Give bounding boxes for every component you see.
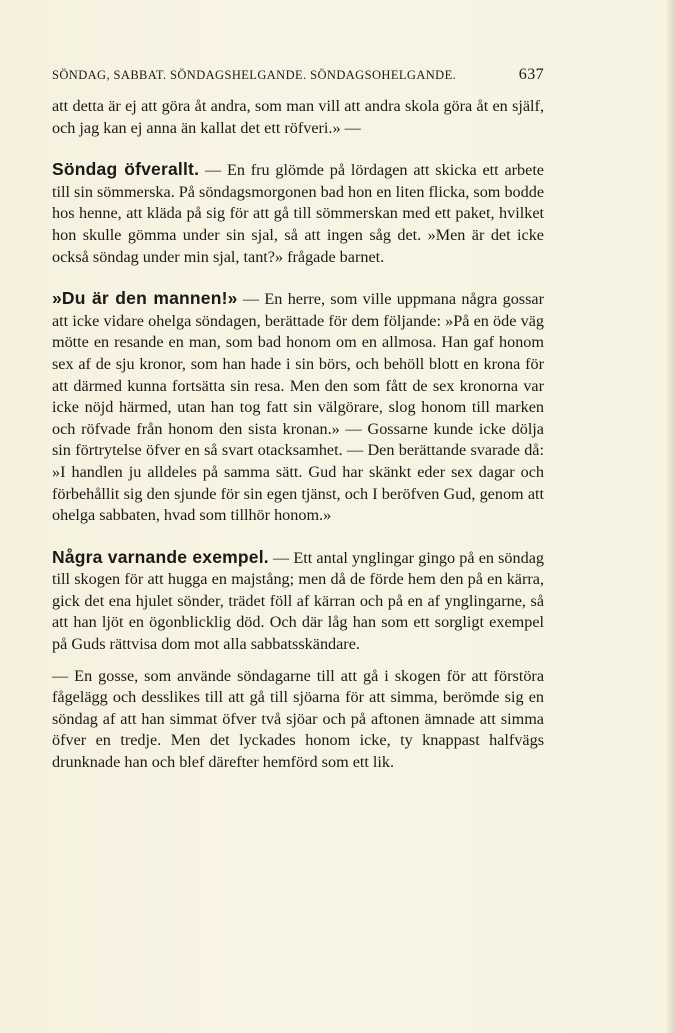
running-title: SÖNDAG, SABBAT. SÖNDAGSHELGANDE. SÖNDAGSOHELGANDE. bbox=[52, 68, 457, 82]
intro-text: att detta är ej att göra åt andra, som man vill att andra skola göra åt en själf, och jag kan ej anna än kallat det ett röfveri.» — bbox=[52, 97, 544, 137]
running-header bbox=[52, 64, 544, 86]
section-text-sondag-overallt: — En fru glömde på lördagen att skicka ett arbete till sin sömmerska. På söndagsmorgonen bad hon en liten flicka, som bodde hos henne, att kläda på sig för att gå till sömmerskan med ett paket, hvilket hon skulle gömma under sin sjal, så att ingen såg det. »Men är det icke också söndag under min sjal, tant?» frågade barnet. bbox=[52, 161, 545, 266]
intro-paragraph bbox=[52, 96, 544, 139]
section-heading-nagra-varnande-exempel: Några varnande exempel. bbox=[52, 546, 269, 567]
page-edge-shadow bbox=[665, 0, 675, 1033]
section-du-ar-den-mannen bbox=[52, 288, 544, 527]
section-gap bbox=[52, 268, 544, 288]
body-text bbox=[52, 96, 544, 774]
page-number: 637 bbox=[518, 66, 544, 83]
paragraph-gap bbox=[52, 656, 544, 666]
section-heading-sondag-overallt: Söndag öfverallt. bbox=[52, 159, 200, 180]
paragraph-text-en-gosse: — En gosse, som använde söndagarne till att gå i skogen för att förstöra fågelägg och desslikes till att gå till sjöarna för att simma, berömde sig en söndag af att han simmat öfver två sjöar och på aftonen ämnade att simma öfver en tredje. Men det lyckades honom icke, ty knappast halfvägs drunknade han och blef därefter hemförd som ett lik. bbox=[52, 666, 544, 772]
section-text-du-ar-den-mannen: — En herre, som ville uppmana några gossar att icke vidare ohelga söndagen, berättade för dem följande: »På en öde väg mötte en resande en man, som bad honom om en allmosa. Han gaf honom sex af de sju kronor, som han hade i sin börs, och behöll blott en krona för att därmed kunna fortsätta sin resa. Men den som fått de sex kronorna var icke nöjd härmed, utan han tog fatt sin välgörare, slog honom till marken och röfvade från honom den sista kronan.» — Gossarne kunde icke dölja sin förtrytelse öfver en så svart otacksamhet. — Den berättande svarade då: »I handlen ju alldeles på samma sätt. Gud har skänkt eder sex dagar och förbehållit sig den sjunde för sin egen tjänst, och I beröfven Gud, genom att ohelga sabbaten, hvad som tillhör honom.» bbox=[52, 290, 544, 525]
section-heading-du-ar-den-mannen: »Du är den mannen!» bbox=[52, 288, 238, 309]
section-text-nagra-varnande-exempel: — Ett antal ynglingar gingo på en söndag till skogen för att hugga en majstång; men då de förde hem den på en kärra, gick det ena hjulet sönder, trädet föll af kärran och på en af ynglingarne, så att han ljöt en ögonblicklig död. Och där låg han som ett sorgligt exempel på Guds rättvisa dom mot alla sabbatsskändare. bbox=[52, 548, 544, 654]
paragraph-en-gosse bbox=[52, 666, 544, 774]
section-nagra-varnande-exempel bbox=[52, 547, 544, 656]
section-gap bbox=[52, 527, 544, 547]
section-sondag-overallt bbox=[52, 159, 544, 268]
section-gap bbox=[52, 139, 544, 159]
